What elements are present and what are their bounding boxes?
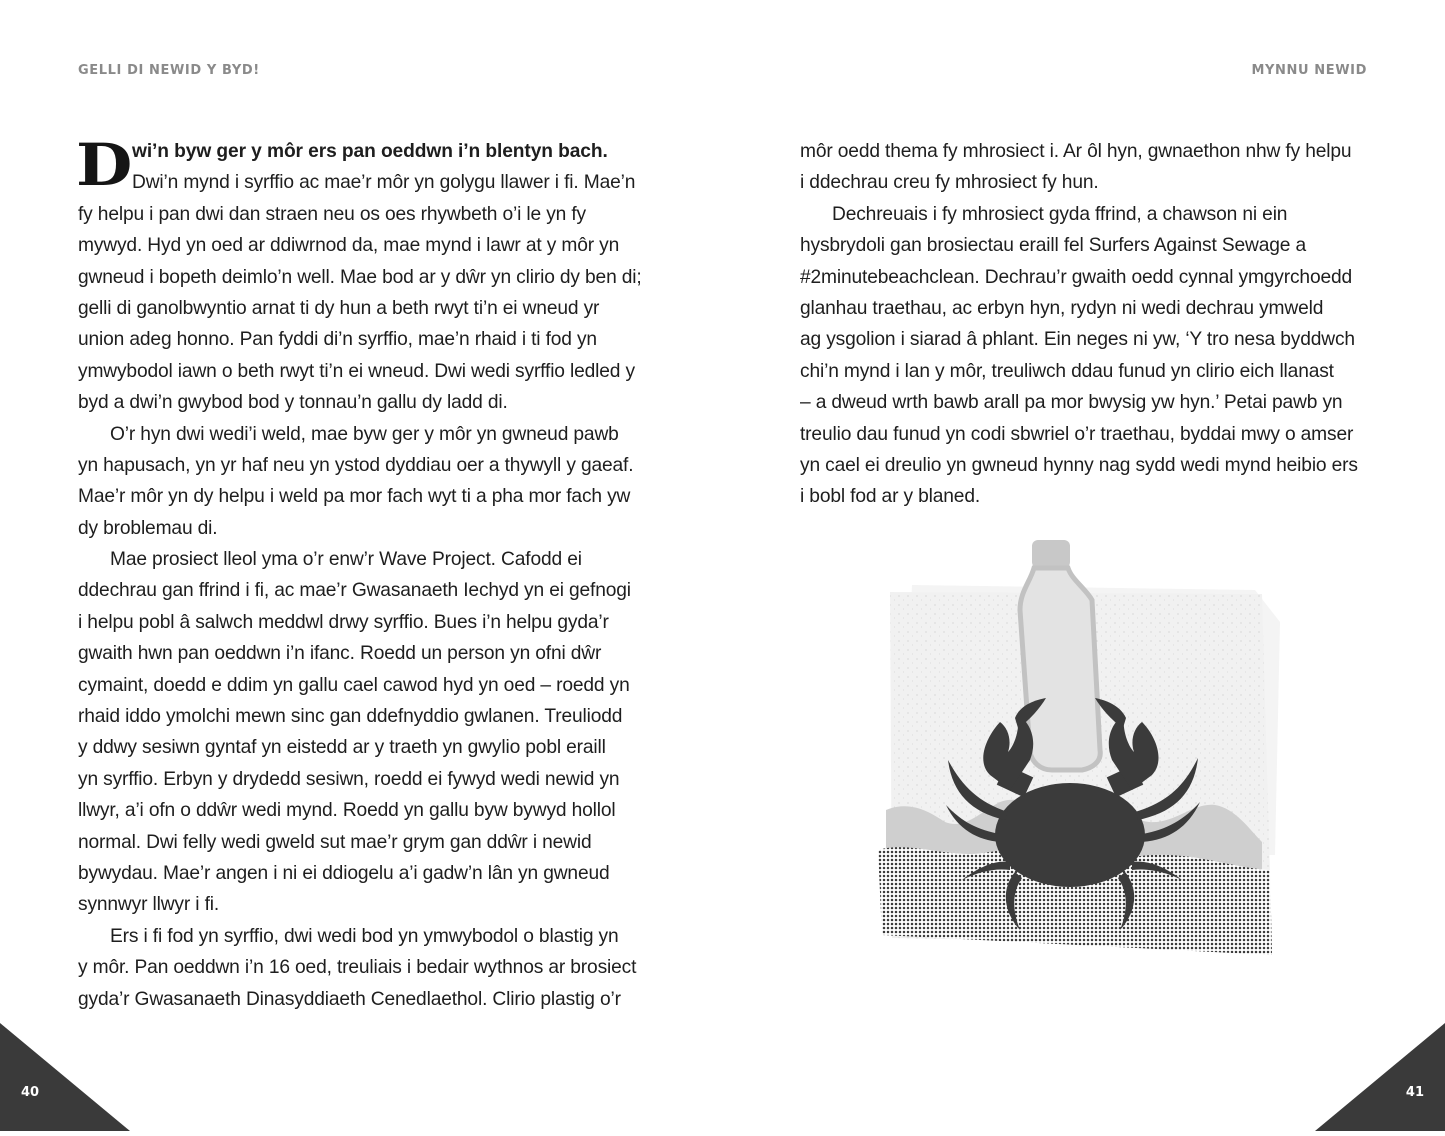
page-number-left: 40	[21, 1085, 40, 1100]
text-line: treulio dau funud yn codi sbwriel o’r traethau, byddai mwy o amser	[800, 423, 1354, 445]
text-line: synnwyr llwyr i fi.	[78, 894, 220, 916]
text-line: mywyd. Hyd yn oed ar ddiwrnod da, mae mynd i lawr at y môr yn	[78, 235, 620, 257]
text-line: hysbrydoli gan brosiectau eraill fel Surfers Against Sewage a	[800, 235, 1306, 257]
text-line: wi’n byw ger y môr ers pan oeddwn i’n blentyn bach.	[132, 141, 608, 162]
crab-bottle-illustration	[870, 530, 1290, 960]
text-line: y môr. Pan oeddwn i’n 16 oed, treuliais i bedair wythnos ar brosiect	[78, 957, 637, 979]
running-head-right: MYNNU NEWID	[1251, 63, 1367, 78]
text-line: llwyr, a’i ofn o ddŵr wedi mynd. Roedd yn gallu byw bywyd hollol	[78, 800, 616, 822]
running-head-left: GELLI DI NEWID Y BYD!	[78, 63, 260, 78]
text-line: dy broblemau di.	[78, 517, 218, 539]
text-line: union adeg honno. Pan fyddi di’n syrffio, mae’n rhaid i ti fod yn	[78, 329, 597, 351]
text-line: Dwi’n mynd i syrffio ac mae’r môr yn golygu llawer i fi. Mae’n	[132, 172, 636, 194]
page-number-right: 41	[1405, 1085, 1424, 1100]
text-line: i bobl fod ar y blaned.	[800, 486, 981, 508]
text-line: yn cael ei dreulio yn gwneud hynny nag sydd wedi mynd heibio ers	[800, 454, 1358, 476]
text-line: yn hapusach, yn yr haf neu yn ystod dyddiau oer a thywyll y gaeaf.	[78, 454, 634, 476]
text-line: Mae prosiect lleol yma o’r enw’r Wave Project. Cafodd ei	[110, 549, 582, 571]
text-line: – a dweud wrth bawb arall pa mor bwysig yw hyn.’ Petai pawb yn	[800, 392, 1343, 414]
text-line: normal. Dwi felly wedi gweld sut mae’r grym gan ddŵr i newid	[78, 831, 592, 853]
text-line: #2minutebeachclean. Dechrau’r gwaith oedd cynnal ymgyrchoedd	[800, 266, 1353, 288]
text-line: bywydau. Mae’r angen i ni ei ddiogelu a’i gadw’n lân yn gwneud	[78, 862, 610, 884]
text-line: ag ysgolion i siarad â phlant. Ein neges ni yw, ‘Y tro nesa byddwch	[800, 329, 1355, 351]
text-line: Dechreuais i fy mhrosiect gyda ffrind, a chawson ni ein	[832, 203, 1288, 225]
text-line: gelli di ganolbwyntio arnat ti dy hun a beth rwyt ti’n ei wneud yr	[78, 297, 600, 319]
drop-cap: D	[76, 131, 133, 199]
text-line: Ers i fi fod yn syrffio, dwi wedi bod yn ymwybodol o blastig yn	[110, 925, 619, 947]
text-line: byd a dwi’n gwybod bod y tonnau’n gallu dy ladd di.	[78, 392, 508, 414]
corner-tab-left	[0, 1023, 130, 1131]
text-line: i ddechrau creu fy mhrosiect fy hun.	[800, 172, 1099, 194]
text-line: Mae’r môr yn dy helpu i weld pa mor fach wyt ti a pha mor fach yw	[78, 486, 631, 508]
text-line: cymaint, doedd e ddim yn gallu cael cawod hyd yn oed – roedd yn	[78, 674, 630, 696]
text-line: i helpu pobl â salwch meddwl drwy syrffio. Bues i’n helpu gyda’r	[78, 611, 609, 633]
text-line: gwaith hwn pan oeddwn i’n ifanc. Roedd un person yn ofni dŵr	[78, 643, 602, 665]
text-line: fy helpu i pan dwi dan straen neu os oes rhywbeth o’i le yn fy	[78, 203, 587, 225]
text-line: môr oedd thema fy mhrosiect i. Ar ôl hyn, gwnaethon nhw fy helpu	[800, 141, 1352, 162]
right-page-body	[800, 136, 1390, 513]
text-line: chi’n mynd i lan y môr, treuliwch ddau funud yn clirio eich llanast	[800, 360, 1334, 382]
text-line: glanhau traethau, ac erbyn hyn, rydyn ni wedi dechrau ymweld	[800, 297, 1324, 319]
text-line: ddechrau gan ffrind i fi, ac mae’r Gwasanaeth Iechyd yn ei gefnogi	[78, 580, 631, 602]
text-line: gwneud i bopeth deimlo’n well. Mae bod ar y dŵr yn clirio dy ben di;	[78, 266, 642, 288]
left-page-body	[76, 131, 668, 1015]
text-line: y ddwy sesiwn gyntaf yn eistedd ar y traeth yn gwylio pobl eraill	[78, 737, 606, 759]
text-line: gyda’r Gwasanaeth Dinasyddiaeth Cenedlaethol. Clirio plastig o’r	[78, 988, 621, 1010]
text-line: yn syrffio. Erbyn y drydedd sesiwn, roedd ei fywyd wedi newid yn	[78, 768, 620, 790]
text-line: O’r hyn dwi wedi’i weld, mae byw ger y môr yn gwneud pawb	[110, 423, 619, 445]
text-line: ymwybodol iawn o beth rwyt ti’n ei wneud. Dwi wedi syrffio ledled y	[78, 360, 635, 382]
text-line: rhaid iddo ymolchi mewn sinc gan ddefnyddio gwlanen. Treuliodd	[78, 706, 623, 728]
corner-tab-right	[1315, 1023, 1445, 1131]
